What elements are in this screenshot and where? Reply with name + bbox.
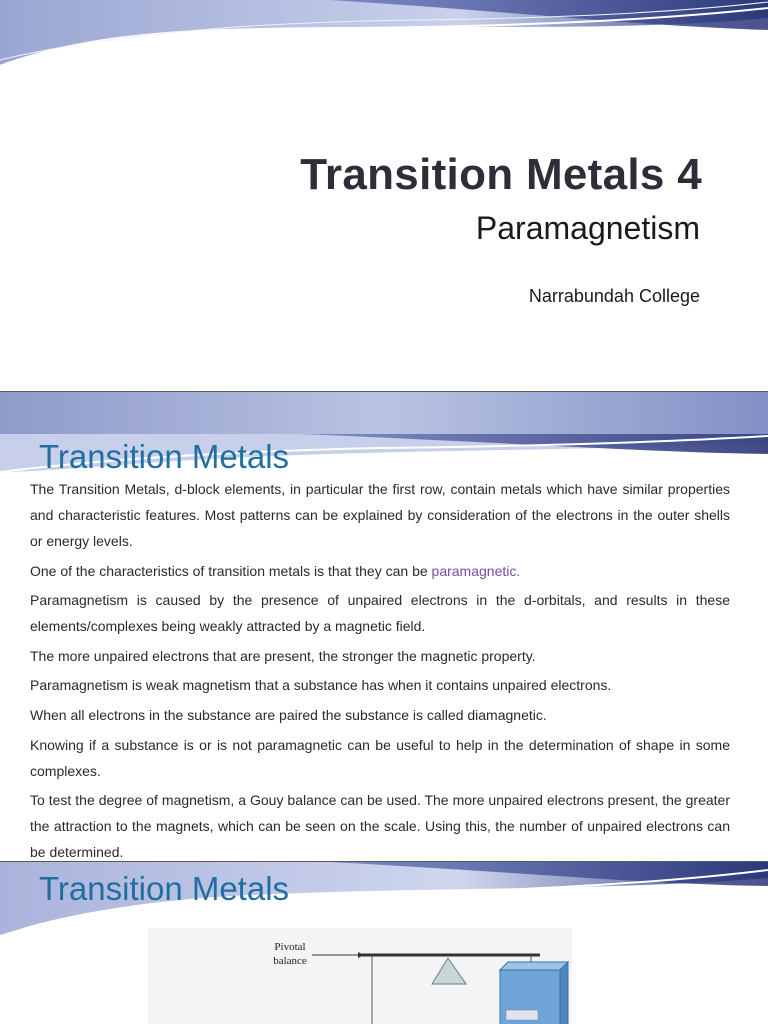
body-paragraph: When all electrons in the substance are paired the substance is called diamagnetic. — [30, 706, 547, 723]
title-slide — [0, 0, 768, 392]
body-paragraph: The more unpaired electrons that are present, the stronger the magnetic property. — [30, 647, 536, 664]
balance-drawing — [148, 928, 572, 1024]
author-name: Narrabundah College — [528, 286, 700, 306]
sample-holder-side — [560, 962, 568, 1024]
slide-divider — [0, 861, 768, 862]
body-text-run: One of the characteristics of transition metals is that they can be — [30, 562, 432, 579]
slide-body — [30, 476, 730, 862]
sample-label-area — [506, 1010, 538, 1020]
pivot-triangle — [432, 958, 466, 984]
slide-title: Transition Metals — [39, 870, 290, 907]
paramagnetic-term: paramagnetic. — [431, 562, 521, 579]
content-slide — [0, 392, 768, 862]
slide-title: Transition Metals — [39, 438, 290, 475]
gouy-balance-diagram — [148, 928, 572, 1024]
body-paragraph: The Transition Metals, d-block elements, in particular the first row, contain metals which have similar properties and characteristic features. Most patterns can be explained by consideration of the electrons in the outer shells or energy levels. — [30, 481, 730, 549]
body-paragraph: Paramagnetism is caused by the presence of unpaired electrons in the d-orbitals, and results in these elements/complexes being weakly attracted by a magnetic field. — [30, 592, 730, 635]
body-paragraph — [30, 558, 730, 584]
diagram-slide — [0, 862, 768, 1024]
pivotal-balance-label: Pivotal balance — [273, 941, 307, 967]
sample-holder-top — [500, 962, 568, 970]
body-paragraph: Knowing if a substance is or is not paramagnetic can be useful to help in the determination of shape in some complexes. — [30, 736, 730, 779]
slide-subtitle: Paramagnetism — [475, 210, 700, 246]
body-paragraph: Paramagnetism is weak magnetism that a substance has when it contains unpaired electrons. — [30, 677, 612, 694]
decorative-swoosh — [0, 0, 768, 80]
slide-title: Transition Metals 4 — [300, 150, 702, 199]
body-paragraph: To test the degree of magnetism, a Gouy balance can be used. The more unpaired electrons present, the greater the attraction to the magnets, which can be seen on the scale. Using this, the number of unpaired electrons can be determined. — [30, 792, 730, 861]
